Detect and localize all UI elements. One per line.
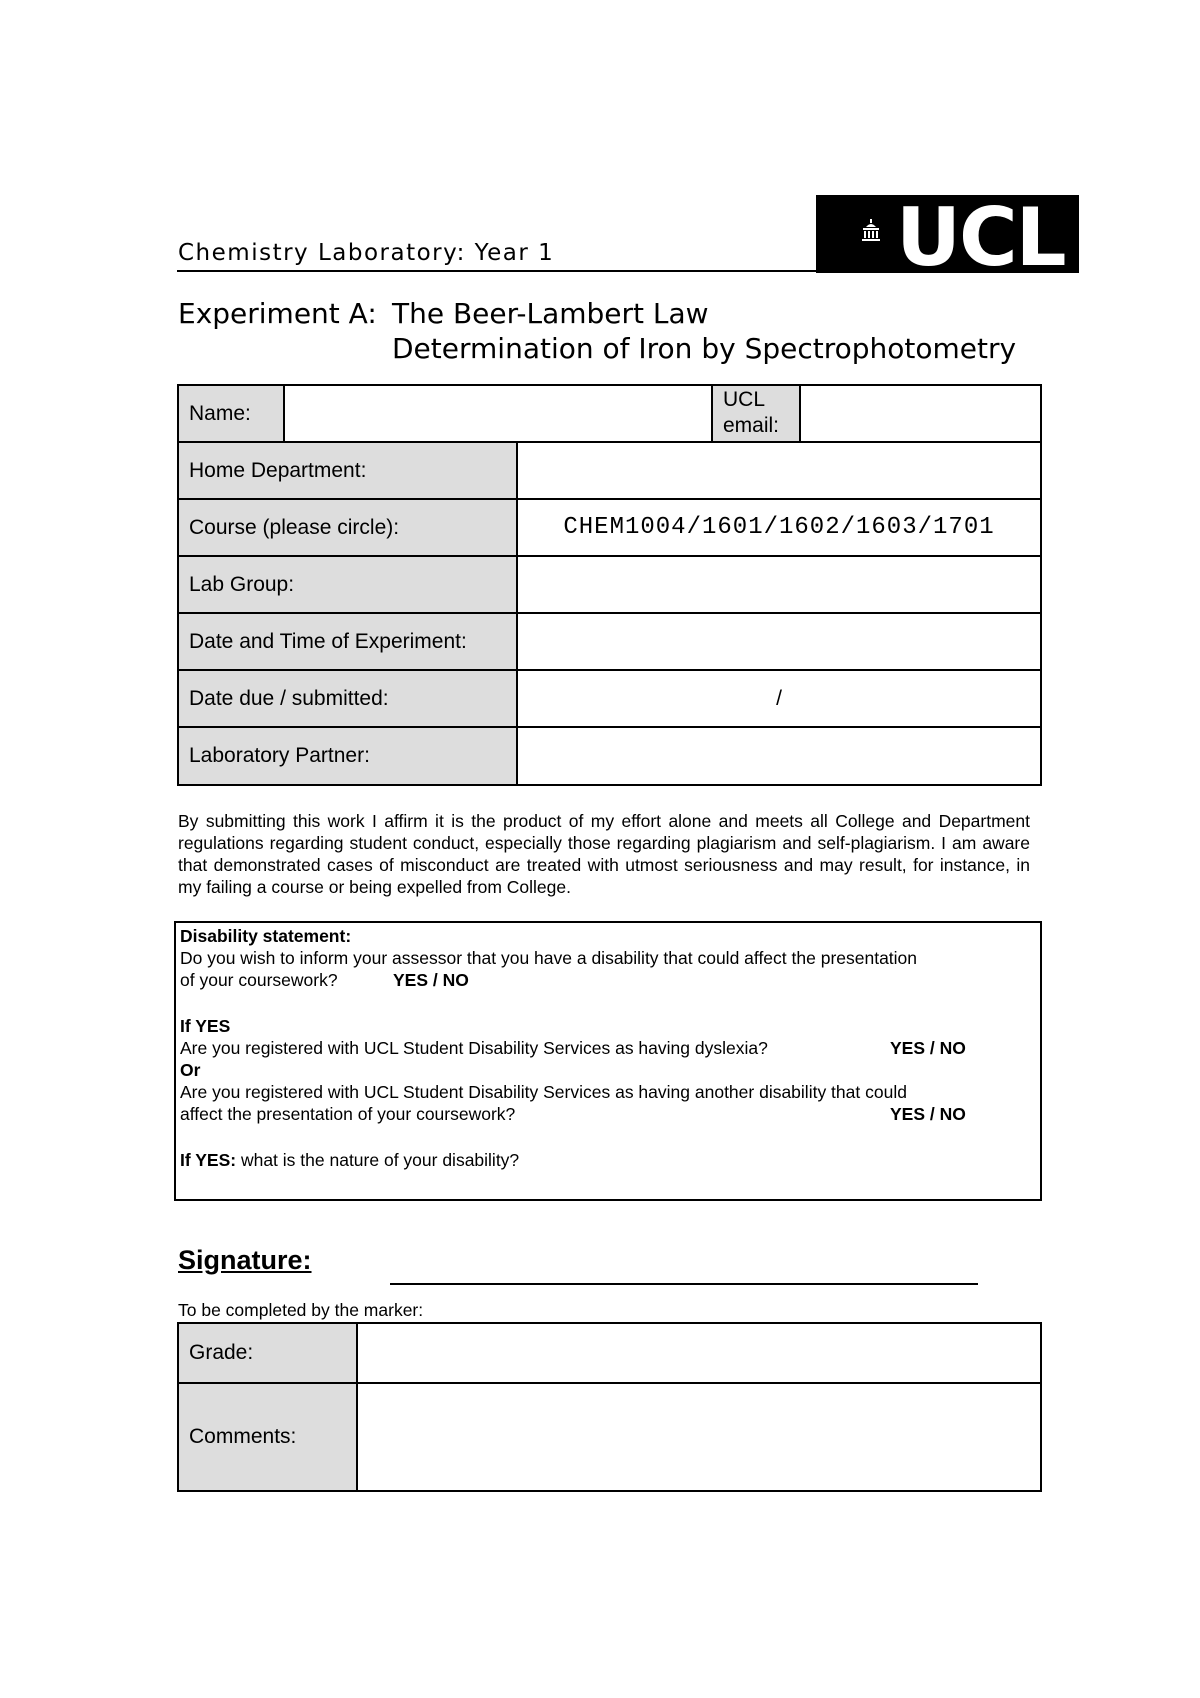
disability-q2-answer[interactable]: YES / NO [890,1038,966,1058]
name-label: Name: [179,386,285,441]
experiment-date-field[interactable] [518,614,1040,669]
disability-q1-line2: of your coursework? [180,970,338,990]
declaration-paragraph: By submitting this work I affirm it is the product of my effort alone and meets all College and Department regulations regarding student conduct, especially those regarding plagiarism and self-plagiarism. I am aware that demonstrated cases of misconduct are treated with utmost seriousness and may result, for instance, in my failing a course or being expelled from College. [178,811,1030,897]
experiment-date-row [179,614,1040,671]
header-rule [177,270,817,272]
lab-partner-row [179,728,1040,784]
grade-row [179,1324,1040,1384]
lab-partner-label: Laboratory Partner: [179,728,518,784]
email-label [713,386,801,441]
date-due-label: Date due / submitted: [179,671,518,726]
email-label-line1: UCL [723,388,766,411]
experiment-label: Experiment A: [178,297,377,330]
comments-label: Comments: [179,1384,358,1490]
date-due-field[interactable]: / [776,686,782,710]
lab-group-field[interactable] [518,557,1040,612]
home-department-field[interactable] [518,443,1040,498]
disability-q2: Are you registered with UCL Student Disability Services as having dyslexia? [180,1038,768,1058]
experiment-title-line2: Determination of Iron by Spectrophotometry [392,332,1017,365]
disability-q1-answer[interactable]: YES / NO [393,970,469,990]
or-label: Or [180,1060,201,1080]
email-field[interactable] [801,386,1040,441]
course-options[interactable]: CHEM1004/1601/1602/1603/1701 [563,514,995,541]
comments-field[interactable] [358,1384,1040,1490]
name-field[interactable] [285,386,713,441]
disability-q1-line1: Do you wish to inform your assessor that you have a disability that could affect the presentation [180,948,918,968]
date-due-row [179,671,1040,728]
course-label: Course (please circle): [179,500,518,555]
home-department-label: Home Department: [179,443,518,498]
portico-icon [862,219,880,241]
email-label-line2: email: [723,414,780,437]
signature-line[interactable] [390,1283,978,1285]
student-info-table [177,384,1042,786]
lab-title: Chemistry Laboratory: Year 1 [178,240,555,266]
home-department-row [179,443,1040,500]
course-row [179,500,1040,557]
grade-field[interactable] [358,1324,1040,1382]
marker-table [177,1322,1042,1492]
nature-text: what is the nature of your disability? [236,1150,520,1170]
name-row [179,386,1040,443]
ucl-logo [816,195,1079,273]
disability-q3-answer[interactable]: YES / NO [890,1104,966,1124]
marker-note: To be completed by the marker: [178,1300,424,1320]
lab-group-label: Lab Group: [179,557,518,612]
disability-statement-box [174,921,1042,1201]
disability-heading: Disability statement: [180,926,352,946]
grade-label: Grade: [179,1324,358,1382]
lab-partner-field[interactable] [518,728,1040,784]
disability-nature-line [180,1149,519,1171]
lab-group-row [179,557,1040,614]
logo-text: UCL [896,195,1065,273]
disability-q3-line1: Are you registered with UCL Student Disability Services as having another disability that could [180,1082,907,1102]
experiment-date-label: Date and Time of Experiment: [179,614,518,669]
experiment-title-line1: The Beer-Lambert Law [392,297,709,330]
nature-bold: If YES: [180,1150,237,1170]
disability-q3-line2: affect the presentation of your coursework? [180,1104,516,1124]
if-yes-heading: If YES [180,1016,231,1036]
signature-label: Signature: [178,1245,312,1275]
comments-row [179,1384,1040,1490]
